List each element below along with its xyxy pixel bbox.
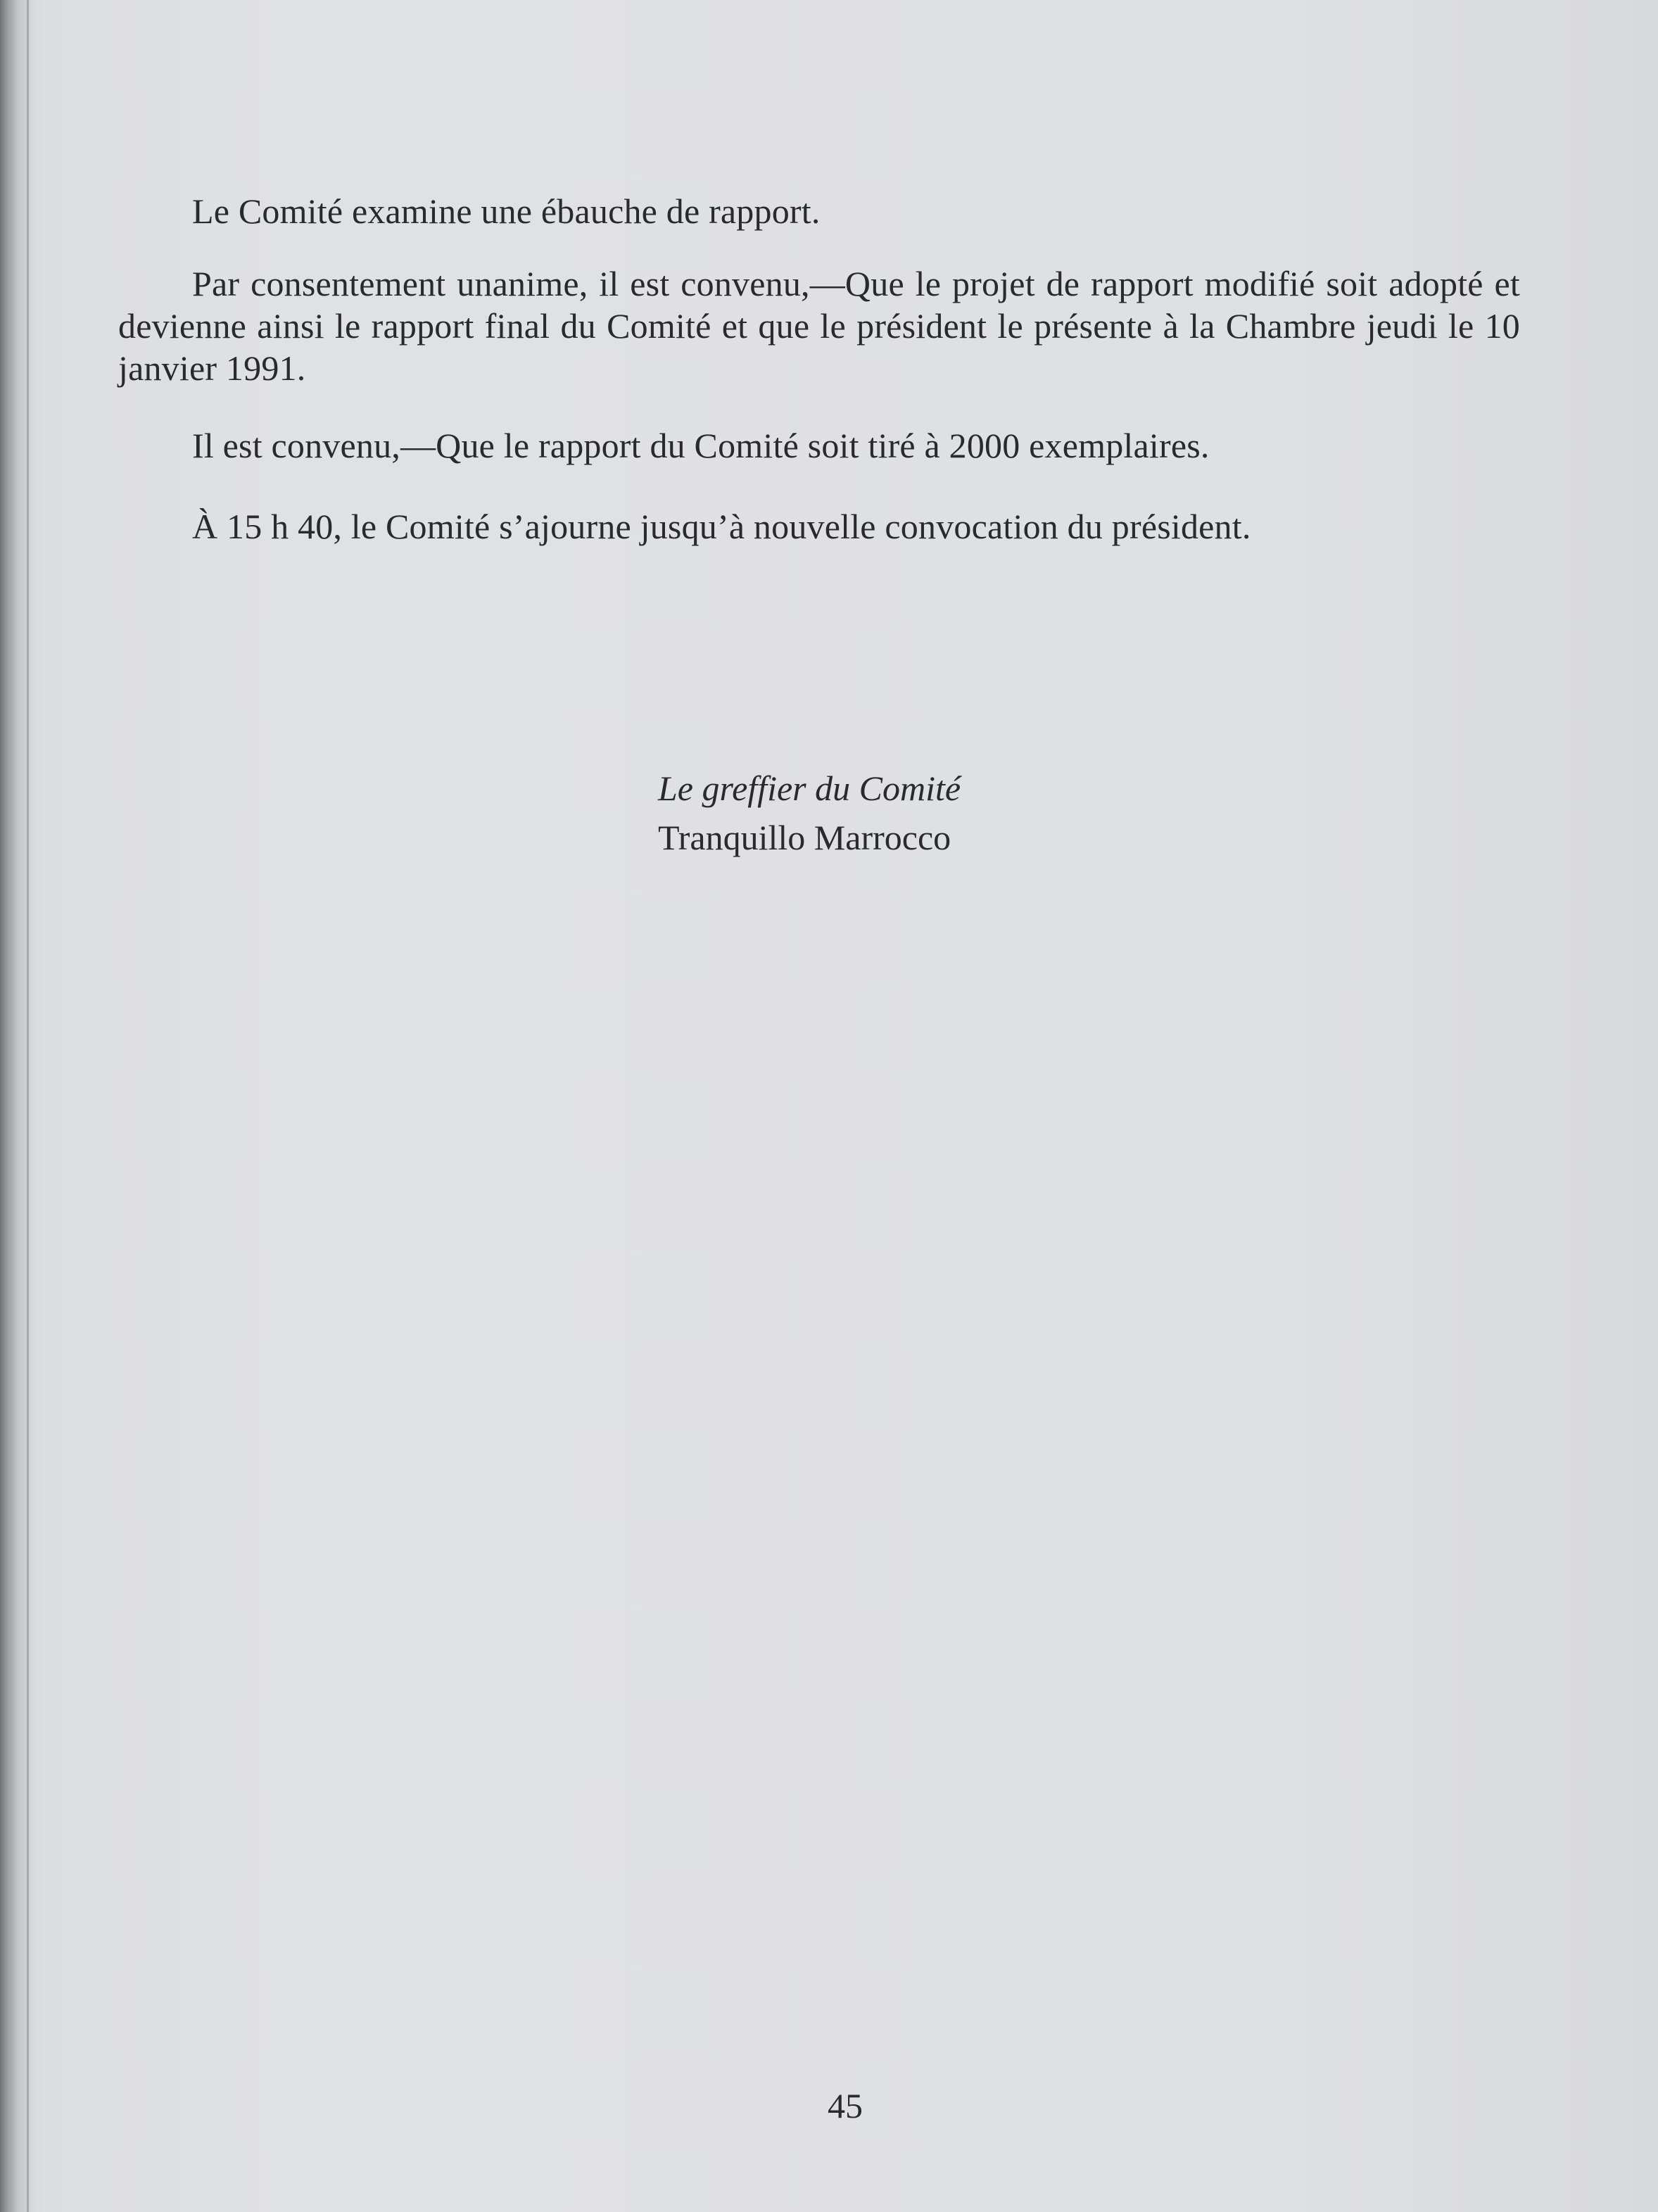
paragraph-adoption-motion: Par consentement unanime, il est convenu,—Que le projet de rapport modifié soit adopté et devienne ainsi le rapport final du Comité et que le président le présente à la Chambre jeudi le 10 janvier 1991. <box>118 264 1520 388</box>
paragraph-printing-motion: Il est convenu,—Que le rapport du Comité soit tiré à 2000 exemplaires. <box>192 426 1210 465</box>
signature-name: Tranquillo Marrocco <box>658 818 951 857</box>
page-number: 45 <box>828 2086 863 2125</box>
paragraph-adjournment: À 15 h 40, le Comité s’ajourne jusqu’à nouvelle convocation du président. <box>192 507 1251 546</box>
paragraph-examination: Le Comité examine une ébauche de rapport. <box>192 191 821 231</box>
signature-title: Le greffier du Comité <box>658 769 961 808</box>
binding-edge <box>27 0 29 2212</box>
